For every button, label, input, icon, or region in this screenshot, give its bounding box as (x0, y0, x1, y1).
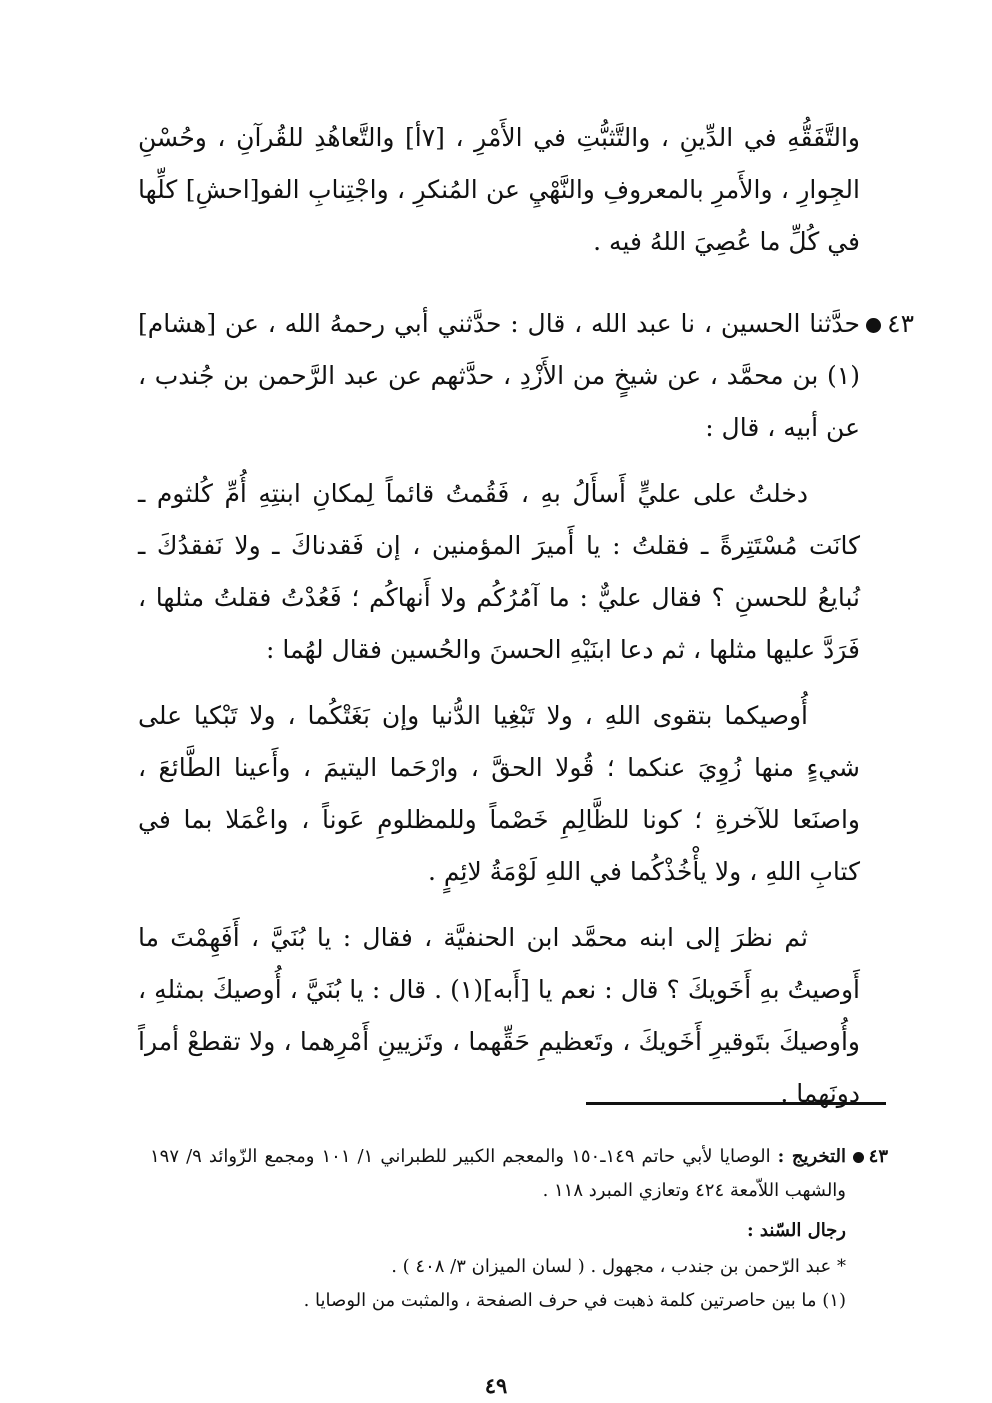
takhrij-number: ٤٣ (868, 1146, 888, 1167)
takhrij-note (150, 1140, 888, 1208)
bullet-dot-icon (853, 1152, 864, 1163)
takhrij-label: التخريج : (777, 1146, 846, 1167)
footnote-separator (586, 1102, 886, 1105)
continuation-paragraph: والتَّفَقُّهِ في الدِّينِ ، والتَّثبُّتِ في الأَمْرِ ، [٧أ] والتَّعاهُدِ للقُرآنِ ، وحُسْنِ الجِوارِ ، والأَمرِ بالمعروفِ والنَّهْيِ عن المُنكرِ ، واجْتِنابِ الفو[احشِ] كلِّها في كُلِّ ما عُصِيَ اللهُ فيه . (138, 123, 860, 256)
footnotes (150, 1140, 888, 1318)
hadith-number-marker (866, 298, 914, 350)
hadith-number: ٤٣ (887, 309, 914, 338)
page-number: ٤٩ (484, 1373, 508, 1398)
rijal-title: رجال السّند : (747, 1220, 846, 1241)
bullet-dot-icon (866, 318, 881, 333)
takhrij-text: الوصايا لأبي حاتم ١٤٩ـ١٥٠ والمعجم الكبير للطبراني ١/ ١٠١ ومجمع الزّوائد ٩/ ١٩٧ والشهب اللاّمعة ٤٢٤ وتعازي المبرد ١١٨ . (150, 1146, 846, 1201)
hadith-paragraph: أُوصيكما بتقوى اللهِ ، ولا تَبْغِيا الدُّنيا وإن بَغَتْكُما ، ولا تَبْكيا على شيءٍ منها زُوِيَ عنكما ؛ قُولا الحقَّ ، وارْحَما اليتيمَ ، وأَعينا الطَّائعَ ، واصنَعا للآخرةِ ؛ كونا للظَّالِمِ خَصْماً وللمظلومِ عَوناً ، واعْمَلا بما في كتابِ اللهِ ، ولا يأْخُذْكُما في اللهِ لَوْمَةُ لائِمٍ . (138, 701, 860, 886)
hadith-paragraph: دخلتُ على عليٍّ أَسأَلُ بهِ ، فَقُمتُ قائماً لِمكانِ ابنتِهِ أُمِّ كُلثوم ـ كانَت مُسْتَتِرةً ـ فقلتُ : يا أَميرَ المؤمنين ، إن فَقدناكَ ـ ولا نَفقدُكَ ـ نُبايعُ للحسنِ ؟ فقال عليٌّ : ما آمُرُكُم ولا أَنهاكُم ؛ فَعُدْتُ فقلتُ مثلها ، فَرَدَّ عليها مثلها ، ثم دعا ابنَيْهِ الحسنَ والحُسين فقال لهُما : (138, 479, 860, 664)
hadith-isnad: حدَّثنا الحسين ، نا عبد الله ، قال : حدَّثني أبي رحمهُ الله ، عن [هشام](١) بن محمَّد ، عن شيخٍ من الأَزْدِ ، حدَّثهم عن عبد الرَّحمن بن جُندب ، عن أبيه ، قال : (138, 309, 860, 442)
main-text (138, 112, 914, 1120)
rijal-entry: * عبد الرّحمن بن جندب ، مجهول . ( لسان الميزان ٣/ ٤٠٨ ) . (391, 1256, 846, 1277)
hadith-43 (138, 298, 914, 1120)
takhrij-number-marker (853, 1140, 888, 1174)
footnote-1: (١) ما بين حاصرتين كلمة ذهبت في حرف الصفحة ، والمثبت من الوصايا . (303, 1290, 846, 1311)
hadith-paragraph: ثم نظرَ إلى ابنه محمَّد ابن الحنفيَّة ، فقال : يا بُنَيَّ ، أَفَهِمْتَ ما أَوصيتُ بهِ أَخَويكَ ؟ قال : نعم يا [أَبه](١) . قال : يا بُنَيَّ ، أُوصيكَ بمثلهِ ، وأُوصيكَ بتَوقيرِ أَخَويكَ ، وتَعظيمِ حَقِّهما ، وتَزيينِ أَمْرِهما ، ولا تقطعْ أمراً دونَهما . (138, 923, 860, 1108)
